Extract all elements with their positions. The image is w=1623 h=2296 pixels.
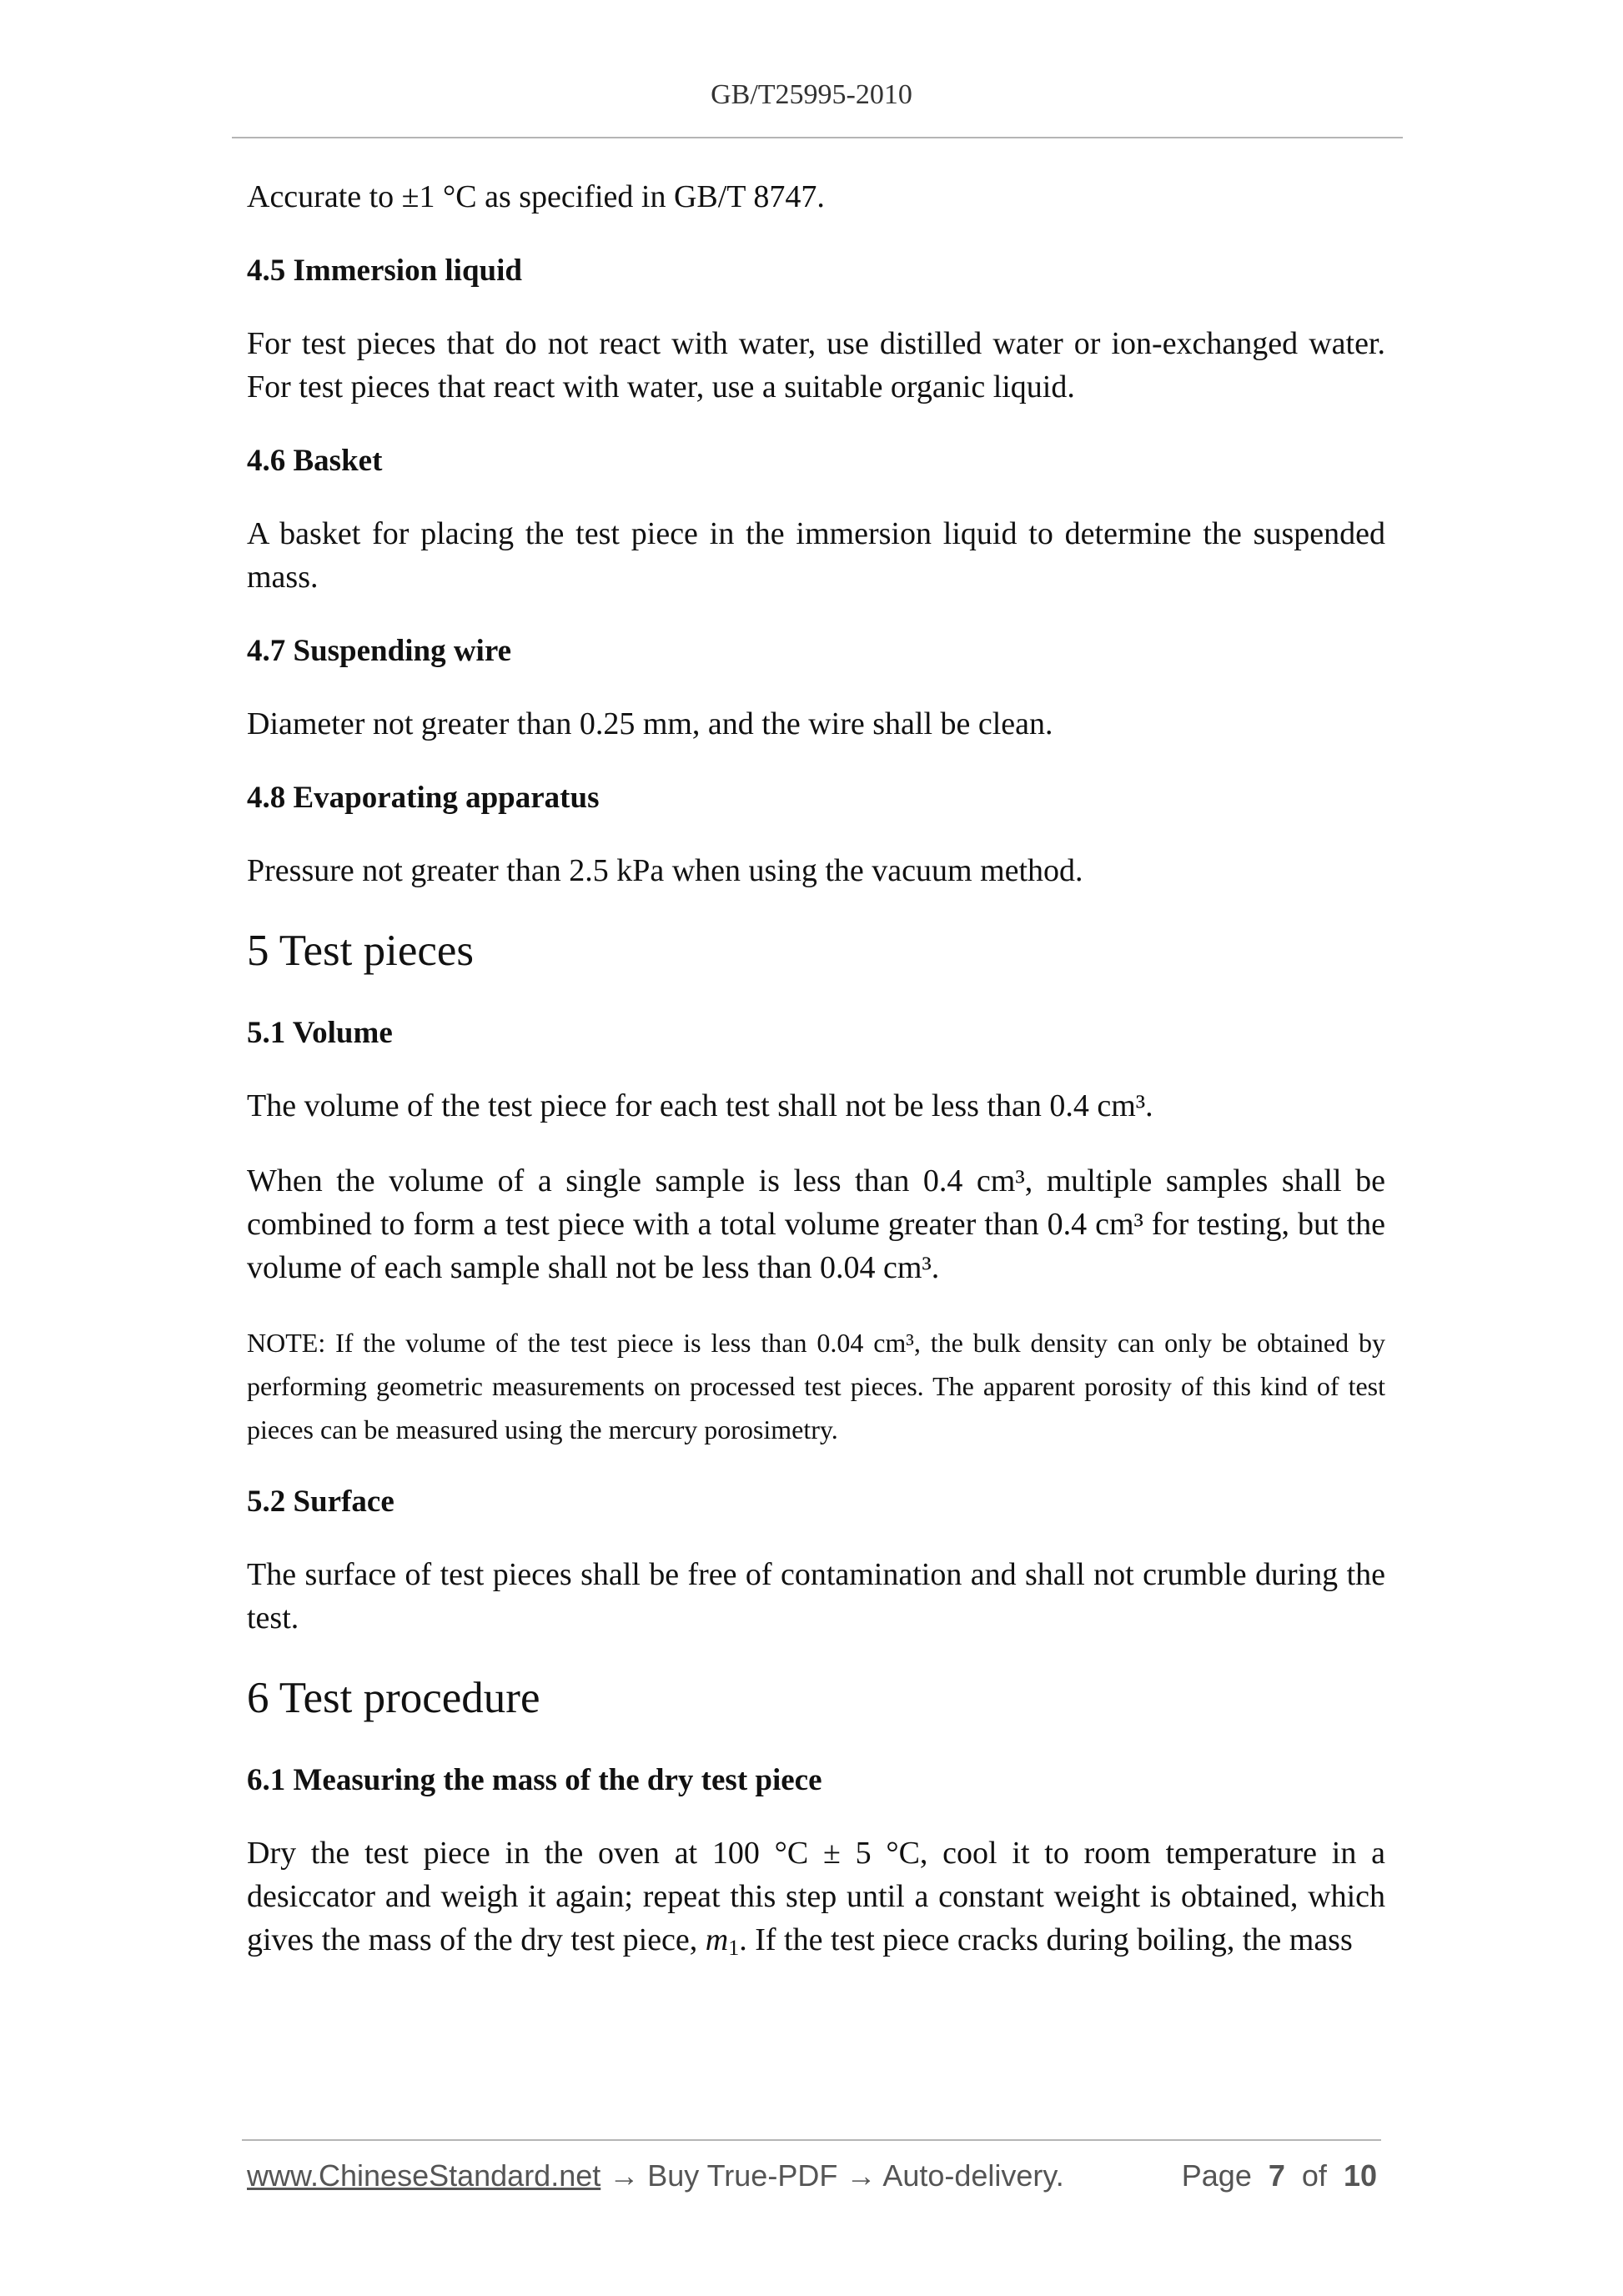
paragraph-6-1 — [247, 1831, 1385, 1970]
section-heading-6: 6 Test procedure — [247, 1674, 540, 1722]
heading-4-7: 4.7 Suspending wire — [247, 634, 511, 668]
paragraph-4-6: A basket for placing the test piece in the immersion liquid to determine the suspended mass. — [247, 516, 1385, 595]
page-total: 10 — [1343, 2158, 1377, 2193]
document-code: GB/T25995-2010 — [711, 79, 912, 110]
website-link[interactable]: www.ChineseStandard.net — [247, 2158, 601, 2193]
footer-promo-text: → Buy True-PDF → Auto-delivery. — [600, 2158, 1064, 2193]
paragraph-accuracy: Accurate to ±1 °C as specified in GB/T 8747. — [247, 179, 825, 214]
mass-subscript: 1 — [728, 1936, 740, 1960]
of-word: of — [1301, 2158, 1327, 2193]
heading-5-2: 5.2 Surface — [247, 1485, 394, 1519]
heading-4-5: 4.5 Immersion liquid — [247, 254, 522, 288]
footer-divider — [242, 2139, 1381, 2141]
page-content — [247, 175, 1385, 2002]
page-number: 7 — [1268, 2158, 1285, 2193]
page-word: Page — [1181, 2158, 1252, 2193]
footer-promo — [247, 2158, 1064, 2193]
paragraph-6-1-text-b: . If the test piece cracks during boiling, the mass — [739, 1922, 1353, 1957]
paragraph-4-7: Diameter not greater than 0.25 mm, and the wire shall be clean. — [247, 706, 1053, 741]
paragraph-4-5: For test pieces that do not react with water, use distilled water or ion-exchanged water. For test pieces that react with water, use a suitable organic liquid. — [247, 326, 1385, 404]
paragraph-5-1-b: When the volume of a single sample is less than 0.4 cm³, multiple samples shall be combined to form a test piece with a total volume greater than 0.4 cm³ for testing, but the volume of each sample shall not be less than 0.04 cm³. — [247, 1163, 1385, 1285]
heading-4-8: 4.8 Evaporating apparatus — [247, 781, 600, 815]
header-divider — [232, 137, 1403, 138]
page-indicator — [1182, 2158, 1377, 2193]
note-5-1: NOTE: If the volume of the test piece is less than 0.04 cm³, the bulk density can only be obtained by performing geometric measurements on processed test pieces. The apparent porosity of this kind of test pieces can be measured using the mercury porosimetry. — [247, 1328, 1385, 1444]
heading-4-6: 4.6 Basket — [247, 444, 383, 478]
section-heading-5: 5 Test pieces — [247, 927, 475, 975]
heading-5-1: 5.1 Volume — [247, 1016, 393, 1050]
mass-variable: m — [705, 1922, 729, 1957]
heading-6-1: 6.1 Measuring the mass of the dry test piece — [247, 1763, 822, 1797]
paragraph-4-8: Pressure not greater than 2.5 kPa when using the vacuum method. — [247, 853, 1083, 888]
paragraph-5-1-a: The volume of the test piece for each test shall not be less than 0.4 cm³. — [247, 1088, 1153, 1123]
paragraph-5-2: The surface of test pieces shall be free of contamination and shall not crumble during the test. — [247, 1557, 1385, 1635]
paragraph-6-1-text-a: Dry the test piece in the oven at 100 °C ± 5 °C, cool it to room temperature in a desiccator and weigh it again; repeat this step until a constant weight is obtained, which gives the mass of the dry test piece, — [247, 1836, 1385, 1957]
